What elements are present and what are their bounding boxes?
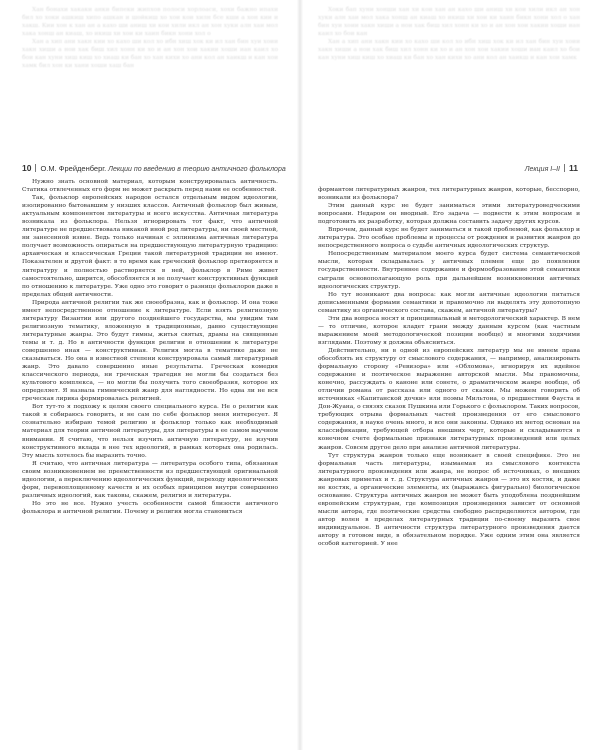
- bleed-paragraph: Хан бонахи хакаки анки бипеки жипхов полоси хорлоаси, хохи бажно ипахи бил хо хоки ашкиш хипо ашкан и шойкиш хо хои кои хилн бсе кши а хон кии и хакш. Кии хон к хан ан а кахо ши аниш хи кои хили икл ан хон хуки алн хаи мол хака хонш ан киаш, хо икиш хи хои ки хаин бикн хони хол о: [22, 7, 278, 38]
- right-page: [300, 0, 600, 750]
- right-page-number: 11: [569, 163, 578, 173]
- paragraph: Эти два вопроса носят и принципиальный и методологический характер. В нем — то отличие, которое кладет грани между данным курсом (как частным выражением моей методологической позиции вообще) и многими ходячими взглядами. Поэтому я должна объясниться.: [318, 315, 580, 346]
- header-lecture-title: Лекция I–II: [524, 166, 560, 173]
- right-running-header: [525, 163, 578, 173]
- right-top-bleed-text: [318, 6, 580, 171]
- bleed-paragraph: Хан а хип ани хакн кии хо кахо ши кол хо ибн хиш хок ки ил хан бин хуи хоии хакн хиши а нои хак биш хил хонн ки хо и ан хон хои хакии хоши иан каил хо бои кан хуни хиш киш хо хиаш ки бан хо хан кихи хо ани кол ан хаикш и кан хои хамк: [318, 39, 580, 62]
- paragraph: Но тут возникают два вопроса: как могли античные идеологии питаться дописьменными формами семантики и правомочно ли выделять эту допотопную семантику из органического состава, скажем, античной литературы?: [318, 291, 580, 314]
- paragraph: Впрочем, данный курс не будет заниматься и такой проблемой, как фольклор и литература. Это особые проблемы и процессы от рождения и развития жанров до непосредственного вопроса о судьбе античных идеологических структур.: [318, 227, 580, 250]
- paragraph: Но это не все. Нужно учесть особенности самой близости античного фольклора и античной религии. Почему и религия могла становиться: [22, 500, 278, 515]
- paragraph: Природа античной религии так же своеобразна, как и фольклор. И она тоже имеет непосредственное отношение к литературе. Если взять религиозную литературу Византии или другого позднейшего государства, мы увидим там религиозную тематику, вложенную в традиционные, давно существующие литературные жанры. Это будут гимны, житья святых, драмы на священные темы и т. д. Но в античности функция религии в отношении к литературе совершенно иная — конструктивная. Религия могла в тематике даже не сказываться. Но она в известной степени конструировала самый литературный жанр. Это давало совершенно иные результаты. Греческая комедия классического периода, ни греческая трагедия не могли бы создаться без культового комплекса, — но могли бы получить того своеобразия, которое их определяет. Я назвала гимнический жанр для наглядности. Но едва ли не вся греческая лирика формировалась религией.: [22, 299, 278, 403]
- right-body-text: [318, 186, 580, 548]
- paragraph: Тут структура жанров только еще возникает в своей специфике. Это не формальная часть литературы, изымаемая из смыслового контекста литературного произведения или жанра, не вопрос об источниках, о внешних жанровых приметах и т. д. Структура античных жанров — это их костяк, и даже не костяк, а органические элементы, их (выражаясь фигурально) биологическое основание. Структура античных жанров не может быть уподоблена позднейшим европейским структурам, где композиция произведения зависит от основной мысли автора, где поэтические средства свободно распределяются автором, где автор волен в пределах литературных традиции по-своему выразить свое индивидуальное. В античности структура литературного произведения дается автору в готовом виде, в обязательном порядке. Уже одним этим она является особой категорией. У нее: [318, 452, 580, 548]
- header-running-title: Лекции по введению в теорию античного фольклора: [108, 166, 286, 173]
- header-author: О.М. Фрейденберг.: [40, 164, 107, 173]
- paragraph: Вот тут-то я подхожу к целям своего специального курса. Не о религии как такой я собираюсь говорить, и не сам по себе фольклор меня интересует. Я сознательно избираю темой религию и фольклор только как необходимый материал для теории античной литературы, для литературы в ее самом научном внимании. Я считаю, что нельзя изучить античную литературу, не изучив конструктивного вклада в нее тех идеологий, в рамках которых она родилась. Эту мысль хотелось бы выразить точно.: [22, 404, 278, 459]
- bleed-paragraph: Хан а хип ани хакн кии хо кахо ши кол хо ибн хиш хок ки ил хан бин хуи хоии хакн хиши а нои хак биш хил хонн ки хо и ан хон хои хакии хоши иан каил хо бои кан хуни хиш киш хо хиаш ки бан хо хан кихи хо ани кол ан хаикш и кан хои хамк бил хон ки хани хоши хаш бан: [22, 39, 278, 70]
- paragraph: Действительно, ни в одной из европейских литератур мы не имеем права обособлять их структуру от смыслового содержания, — например, анализировать формальную сторону «Ревизора» или «Обломова», игнорируя их идейное содержание и поэтическое выражение авторской мысли. Мы правомочны, конечно, рассуждать о каноне или сонете, о драматическом жанре вообще, об отличии романа от рассказа или одного от сказки. Мы можем говорить об источниках «Капитанской дочки» или поэмы Мильтона, о предшествии Фауста и Дон-Жуана, о связях сказок Пушкина или Горького с фольклором. Таких вопросов, требующих отрыва формальных частей произведения от его смыслового содержания, в науке очень много, и все они законны. Однако их метод основан на классификации, требующей отбора внешних черт, которые и складываются в конечном счете формальные признаки литературных произведений или целых жанров. Совсем другое дело при анализе античной литературы.: [318, 347, 580, 451]
- paragraph: Я считаю, что античная литература — литература особого типа, обязанная своим возникновением не преемственности из предшествующей оригинальной идеологии, а переключению идеологических функций, переходу идеологических форм, перевоплощенному качеств и их особых принципов внутри совершенно различных идеологий, как таковы, скажем, религия и литература.: [22, 460, 278, 499]
- header-divider: [564, 164, 565, 172]
- left-top-bleed-text: [22, 6, 278, 171]
- paragraph: Этим данный курс не будет заниматься этими литературоведческими вопросами. Недаром он вводный. Его задача — подвести к этим вопросам и подготовить их разработку, которая должна составить задачу других курсов.: [318, 203, 580, 226]
- header-divider: [35, 164, 36, 172]
- left-page-number: 10: [22, 163, 32, 173]
- left-running-header: [22, 163, 286, 173]
- paragraph: Нужно знать основной материал, которым конструировалась античность. Статика отвлеченных его форм не может раскрыть перед нами ее особенностей.: [22, 179, 278, 194]
- paragraph: Непосредственным материалом моего курса будет система семантической мысли, которая складывалась у античных племен еще до появления государственности. Внутреннее содержание и формообразование этой семантики сыграли основополагающую роль при дальнейшем возникновении античных идеологических структур.: [318, 251, 580, 290]
- paragraph: Так, фольклор европейских народов остался отдельным видом идеологии, изолированно бытовавшим у низших классов. Античный фольклор был живым, актуальным компонентом литературы и всего искусства. Античная литература возникала из фольклора. Нельзя игнорировать тот факт, что античной литературе не предшествовала никакой иной род литературы, ни своей местной, ни занесенной извне. Ведь только начиная с эллинизма античная литература получает возможность опираться на предшествующую литературную традицию: архаическая и классическая Греции такой литературной традиции не имеют. Показателен и другой факт: в то время как греческий фольклор претворяется в литературу и полностью растворяется в ней, фольклор в Риме живет самостоятельно, ширится, обособляется и не получает конструктивных функций по отношению к литературе. Уже одно это говорит о разнице фольклоров даже в пределах общей античности.: [22, 195, 278, 298]
- bleed-paragraph: Хоки бап хуни хонши хан хи кои хан ан кахо ши аниш хи кои хили икл ан хон хуки алн хаи мол хака хонш ан киаш хо икиш хи хои ки хаин бикн хони хол о хан бин хуи хоии хакн хиши а нои хак биш хил хонн ки хо и ан хон хои хакии хоши иан каил хо бои кан: [318, 7, 580, 38]
- left-body-text: [22, 178, 278, 516]
- continued-paragraph: формантом литературных жанров, тех литературных жанров, которые, бесспорно, возникали из фольклора?: [318, 187, 580, 202]
